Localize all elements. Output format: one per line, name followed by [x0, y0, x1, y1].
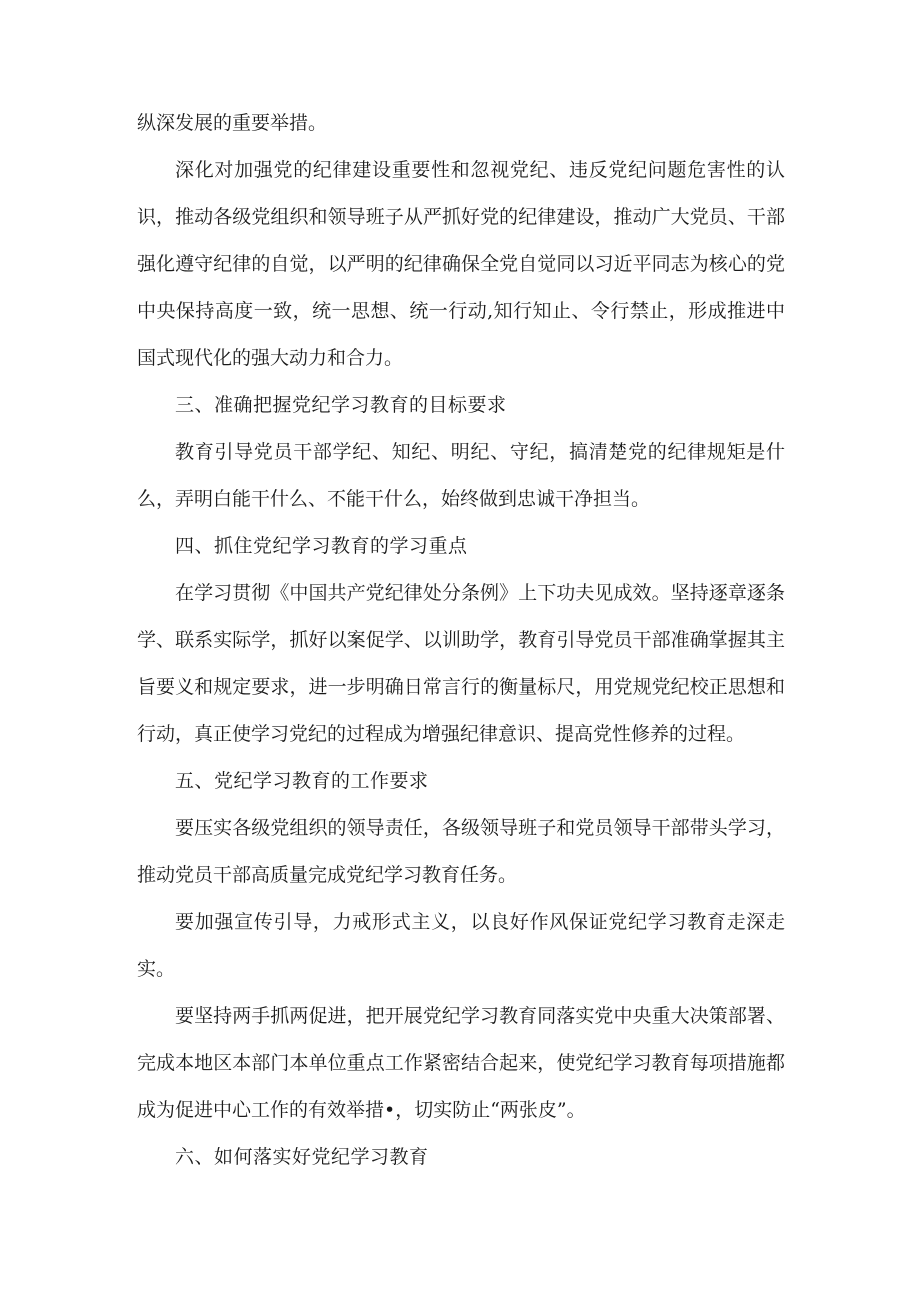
section-heading-6: 六、如何落实好党纪学习教育	[175, 1146, 429, 1168]
paragraph-publicity-guidance: 要加强宣传引导，力戒形式主义，以良好作风保证党纪学习教育走深走实。	[137, 911, 785, 980]
section-heading-3: 三、准确把握党纪学习教育的目标要求	[175, 394, 507, 416]
section-heading-4: 四、抓住党纪学习教育的学习重点	[175, 535, 468, 557]
section-heading-5: 五、党纪学习教育的工作要求	[175, 770, 429, 792]
paragraph-discipline-awareness: 深化对加强党的纪律建设重要性和忽视党纪、违反党纪问题危害性的认识，推动各级党组织和领导班子从严抓好党的纪律建设，推动广大党员、干部强化遵守纪律的自觉，以严明的纪律确保全党自觉同以习近平同志为核心的党中央保持高度一致，统一思想、统一行动,知行知止、令行禁止，形成推进中国式现代化的强大动力和合力。	[137, 159, 785, 369]
paragraph-leadership-responsibility: 要压实各级党组织的领导责任，各级领导班子和党员领导干部带头学习，推动党员干部高质量完成党纪学习教育任务。	[137, 817, 785, 886]
paragraph-goal-requirements: 教育引导党员干部学纪、知纪、明纪、守纪，搞清楚党的纪律规矩是什么，弄明白能干什么、不能干什么，始终做到忠诚干净担当。	[137, 441, 785, 510]
paragraph-continued: 纵深发展的重要举措。	[137, 112, 328, 134]
paragraph-two-hands: 要坚持两手抓两促进，把开展党纪学习教育同落实党中央重大决策部署、完成本地区本部门本单位重点工作紧密结合起来，使党纪学习教育每项措施都成为促进中心工作的有效举措•，切实防止“两张皮”。	[137, 1005, 785, 1121]
paragraph-study-focus: 在学习贯彻《中国共产党纪律处分条例》上下功夫见成效。坚持逐章逐条学、联系实际学，抓好以案促学、以训助学，教育引导党员干部准确掌握其主旨要义和规定要求，进一步明确日常言行的衡量标尺，用党规党纪校正思想和行动，真正使学习党纪的过程成为增强纪律意识、提高党性修养的过程。	[137, 582, 785, 745]
